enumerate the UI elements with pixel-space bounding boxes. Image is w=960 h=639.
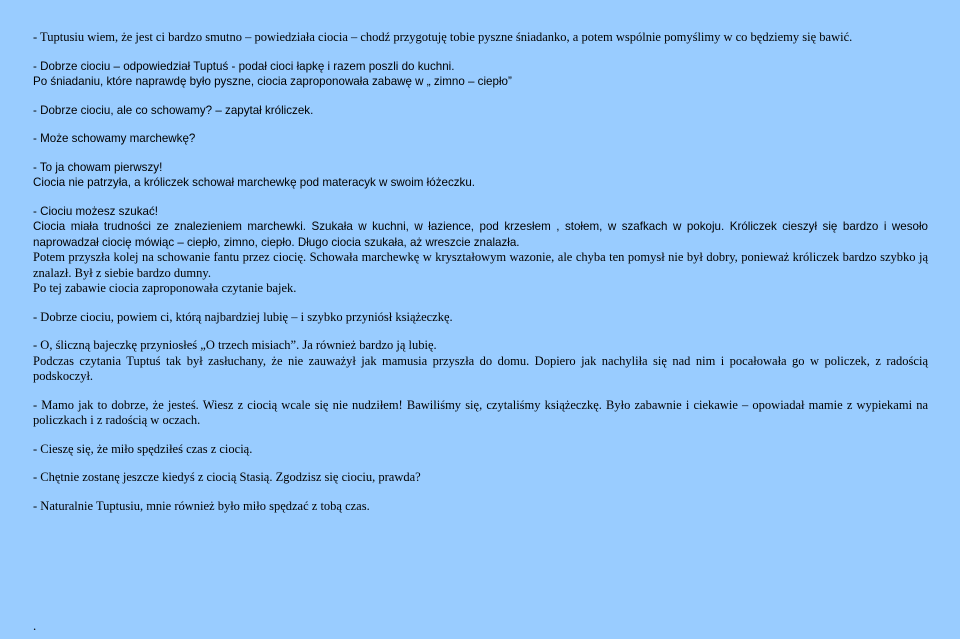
paragraph-7: Ciocia nie patrzyła, a króliczek schował marchewkę pod materacyk w swoim łóżeczku. — [33, 176, 476, 189]
paragraph-18: - Naturalnie Tuptusiu, mnie również było miło spędzać z tobą czas. — [33, 498, 370, 513]
paragraph-3: Po śniadaniu, które naprawdę było pyszne, ciocia zaproponowała zabawę w „ zimno – ciepło” — [33, 75, 512, 88]
paragraph-16: - Cieszę się, że miło spędziłeś czas z ciocią. — [33, 441, 253, 456]
footer-dot: . — [33, 618, 37, 633]
paragraph-10: Potem przyszła kolej na schowanie fantu przez ciocię. Schowała marchewkę w kryształowym wazonie, ale chyba ten pomysł nie był dobry, ponieważ króliczek bardzo szybko ją znalazł. Był z siebie bardzo dumny. — [33, 250, 928, 280]
paragraph-8: - Ciociu możesz szukać! — [33, 204, 158, 218]
paragraph-5: - Może schowamy marchewkę? — [33, 132, 196, 145]
paragraph-6: - To ja chowam pierwszy! — [33, 160, 163, 174]
paragraph-15: - Mamo jak to dobrze, że jesteś. Wiesz z ciocią wcale się nie nudziłem! Bawiliśmy się, czytaliśmy książeczkę. Było zabawnie i ciekawie – opowiadał mamie z wypiekami na policzkach i z radością w oczach. — [33, 397, 928, 427]
paragraph-14: Podczas czytania Tuptuś tak był zasłuchany, że nie zauważył jak mamusia przyszła do domu. Dopiero jak nachyliła się nad nim i pocałowała go w policzek, z radością podskoczył. — [33, 353, 928, 383]
paragraph-2: - Dobrze ciociu – odpowiedział Tuptuś - podał cioci łapkę i razem poszli do kuchni. — [33, 59, 455, 73]
paragraph-12: - Dobrze ciociu, powiem ci, którą najbardziej lubię – i szybko przyniósł książeczkę. — [33, 309, 453, 324]
paragraph-13: - O, śliczną bajeczkę przyniosłeś „O trzech misiach”. Ja również bardzo ją lubię. — [33, 338, 437, 352]
paragraph-9: Ciocia miała trudności ze znalezieniem marchewki. Szukała w kuchni, w łazience, pod krzesłem , stołem, w szafkach w pokoju. Króliczek cieszył się bardzo i wesoło naprowadzał ciocię mówiąc – ciepło, zimno, ciepło. Długo ciocia szukała, aż wreszcie znalazła. — [33, 220, 928, 249]
story-text — [33, 30, 928, 514]
paragraph-11: Po tej zabawie ciocia zaproponowała czytanie bajek. — [33, 281, 297, 295]
paragraph-1: - Tuptusiu wiem, że jest ci bardzo smutno – powiedziała ciocia – chodź przygotuję tobie pyszne śniadanko, a potem wspólnie pomyślimy w co będziemy się bawić. — [33, 30, 853, 44]
paragraph-17: - Chętnie zostanę jeszcze kiedyś z ciocią Stasią. Zgodzisz się ciociu, prawda? — [33, 470, 421, 484]
paragraph-4: - Dobrze ciociu, ale co schowamy? – zapytał króliczek. — [33, 103, 314, 117]
